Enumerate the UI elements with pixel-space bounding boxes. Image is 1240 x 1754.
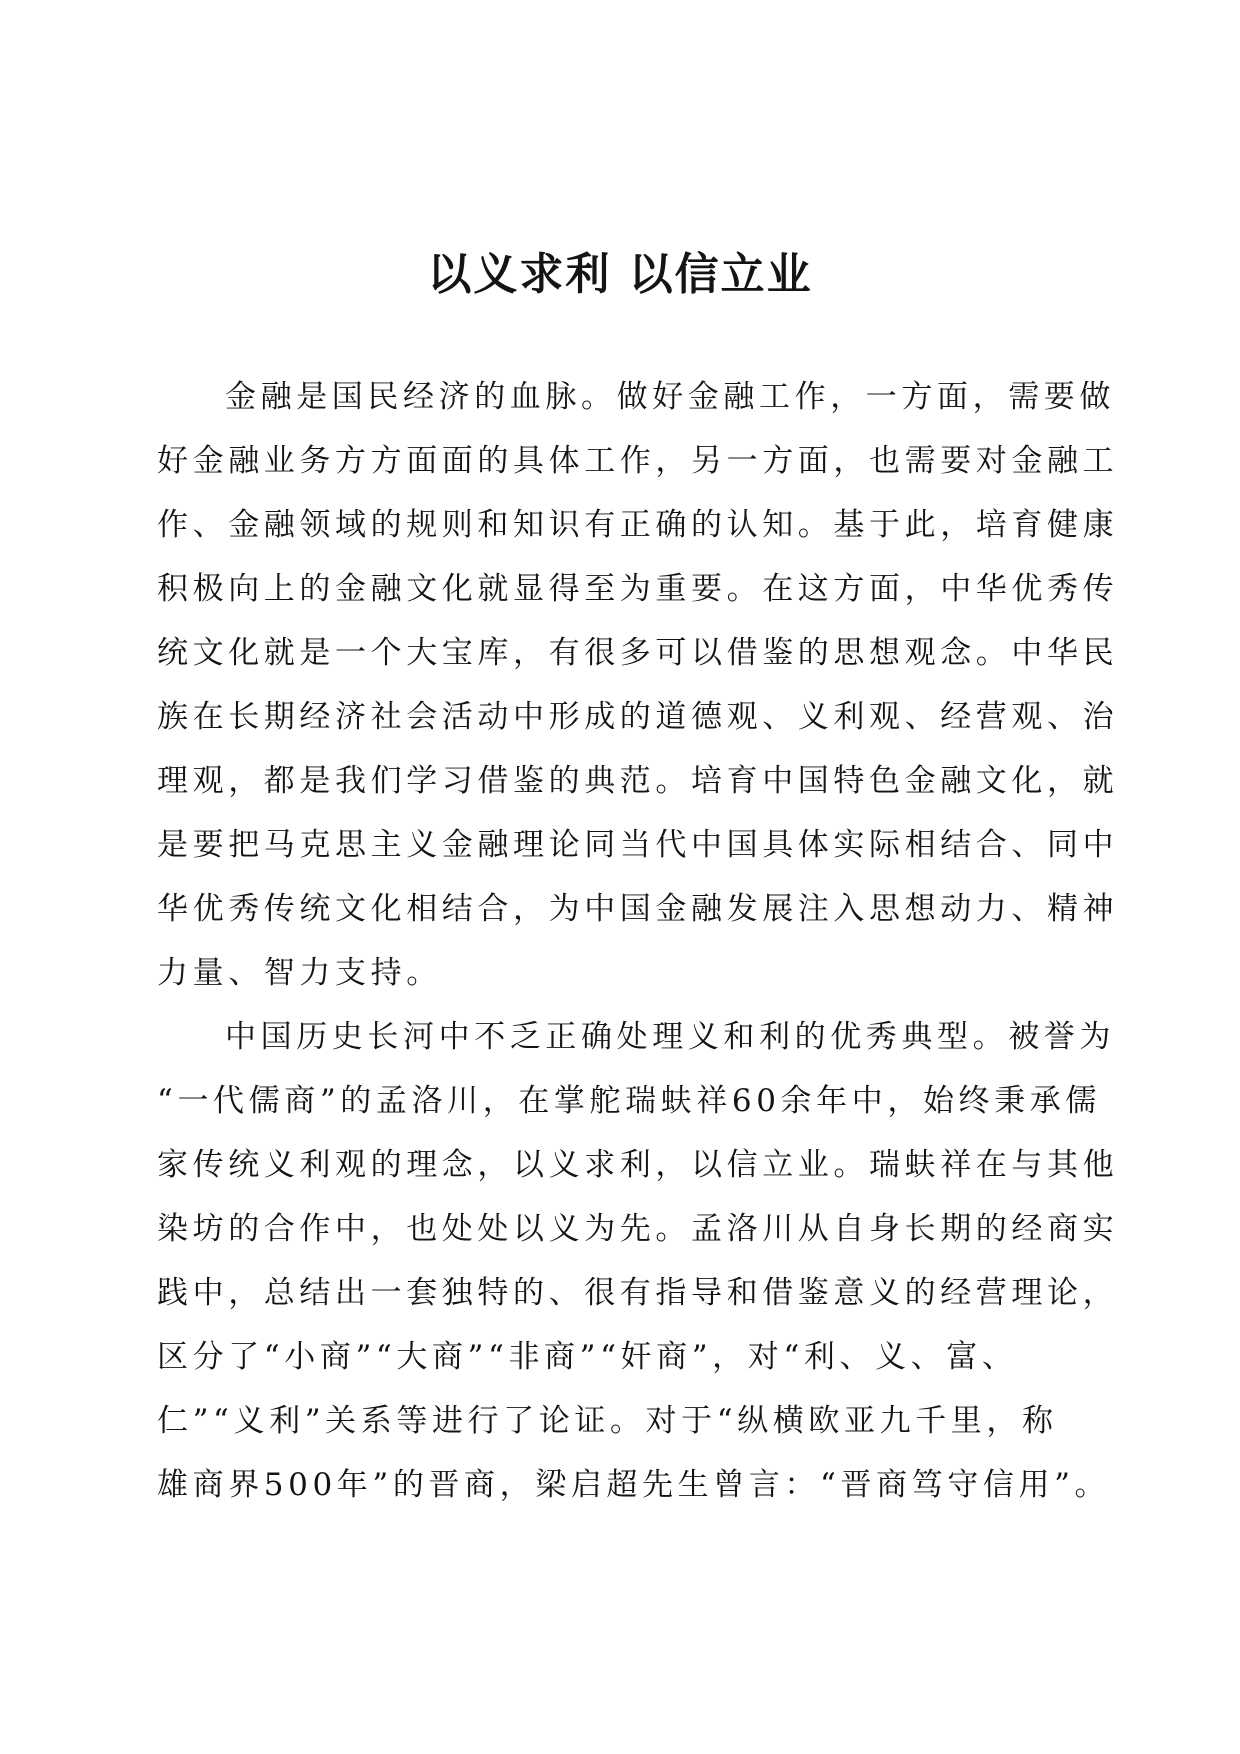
paragraph-line: 是要把马克思主义金融理论同当代中国具体实际相结合、同中 xyxy=(157,827,1119,863)
paragraph-line: 金融是国民经济的血脉。做好金融工作，一方面，需要做 xyxy=(225,379,1115,415)
paragraph-line: “一代儒商”的孟洛川，在掌舵瑞蚨祥60余年中，始终秉承儒 xyxy=(157,1083,1101,1119)
paragraph-line: 华优秀传统文化相结合，为中国金融发展注入思想动力、精神 xyxy=(157,891,1119,927)
paragraph-line: 好金融业务方方面面的具体工作，另一方面，也需要对金融工 xyxy=(157,443,1119,479)
paragraph-line: 族在长期经济社会活动中形成的道德观、义利观、经营观、治 xyxy=(157,699,1119,735)
paragraph-line: 家传统义利观的理念，以义求利，以信立业。瑞蚨祥在与其他 xyxy=(157,1147,1119,1183)
paragraph-line: 中国历史长河中不乏正确处理义和利的优秀典型。被誉为 xyxy=(225,1019,1115,1055)
paragraph-2 xyxy=(157,1017,1119,1529)
paragraph-line: 积极向上的金融文化就显得至为重要。在这方面，中华优秀传 xyxy=(157,571,1119,607)
paragraph-line: 染坊的合作中，也处处以义为先。孟洛川从自身长期的经商实 xyxy=(157,1211,1119,1247)
paragraph-line: 统文化就是一个大宝库，有很多可以借鉴的思想观念。中华民 xyxy=(157,635,1119,671)
paragraph-line: 理观，都是我们学习借鉴的典范。培育中国特色金融文化，就 xyxy=(157,763,1119,799)
paragraph-1 xyxy=(157,377,1119,1017)
paragraph-line: 区分了“小商”“大商”“非商”“奸商”，对“利、义、富、 xyxy=(157,1339,1018,1375)
paragraph-line: 作、金融领域的规则和知识有正确的认知。基于此，培育健康 xyxy=(157,507,1119,543)
paragraph-line: 雄商界500年”的晋商，梁启超先生曾言：“晋商笃守信用”。 xyxy=(157,1467,1111,1503)
paragraph-line: 仁”“义利”关系等进行了论证。对于“纵横欧亚九千里，称 xyxy=(157,1403,1058,1439)
paragraph-line: 力量、智力支持。 xyxy=(157,955,442,991)
document-title: 以义求利 以信立业 xyxy=(427,249,813,300)
document-body xyxy=(157,377,1119,1529)
paragraph-line: 践中，总结出一套独特的、很有指导和借鉴意义的经营理论， xyxy=(157,1275,1119,1311)
